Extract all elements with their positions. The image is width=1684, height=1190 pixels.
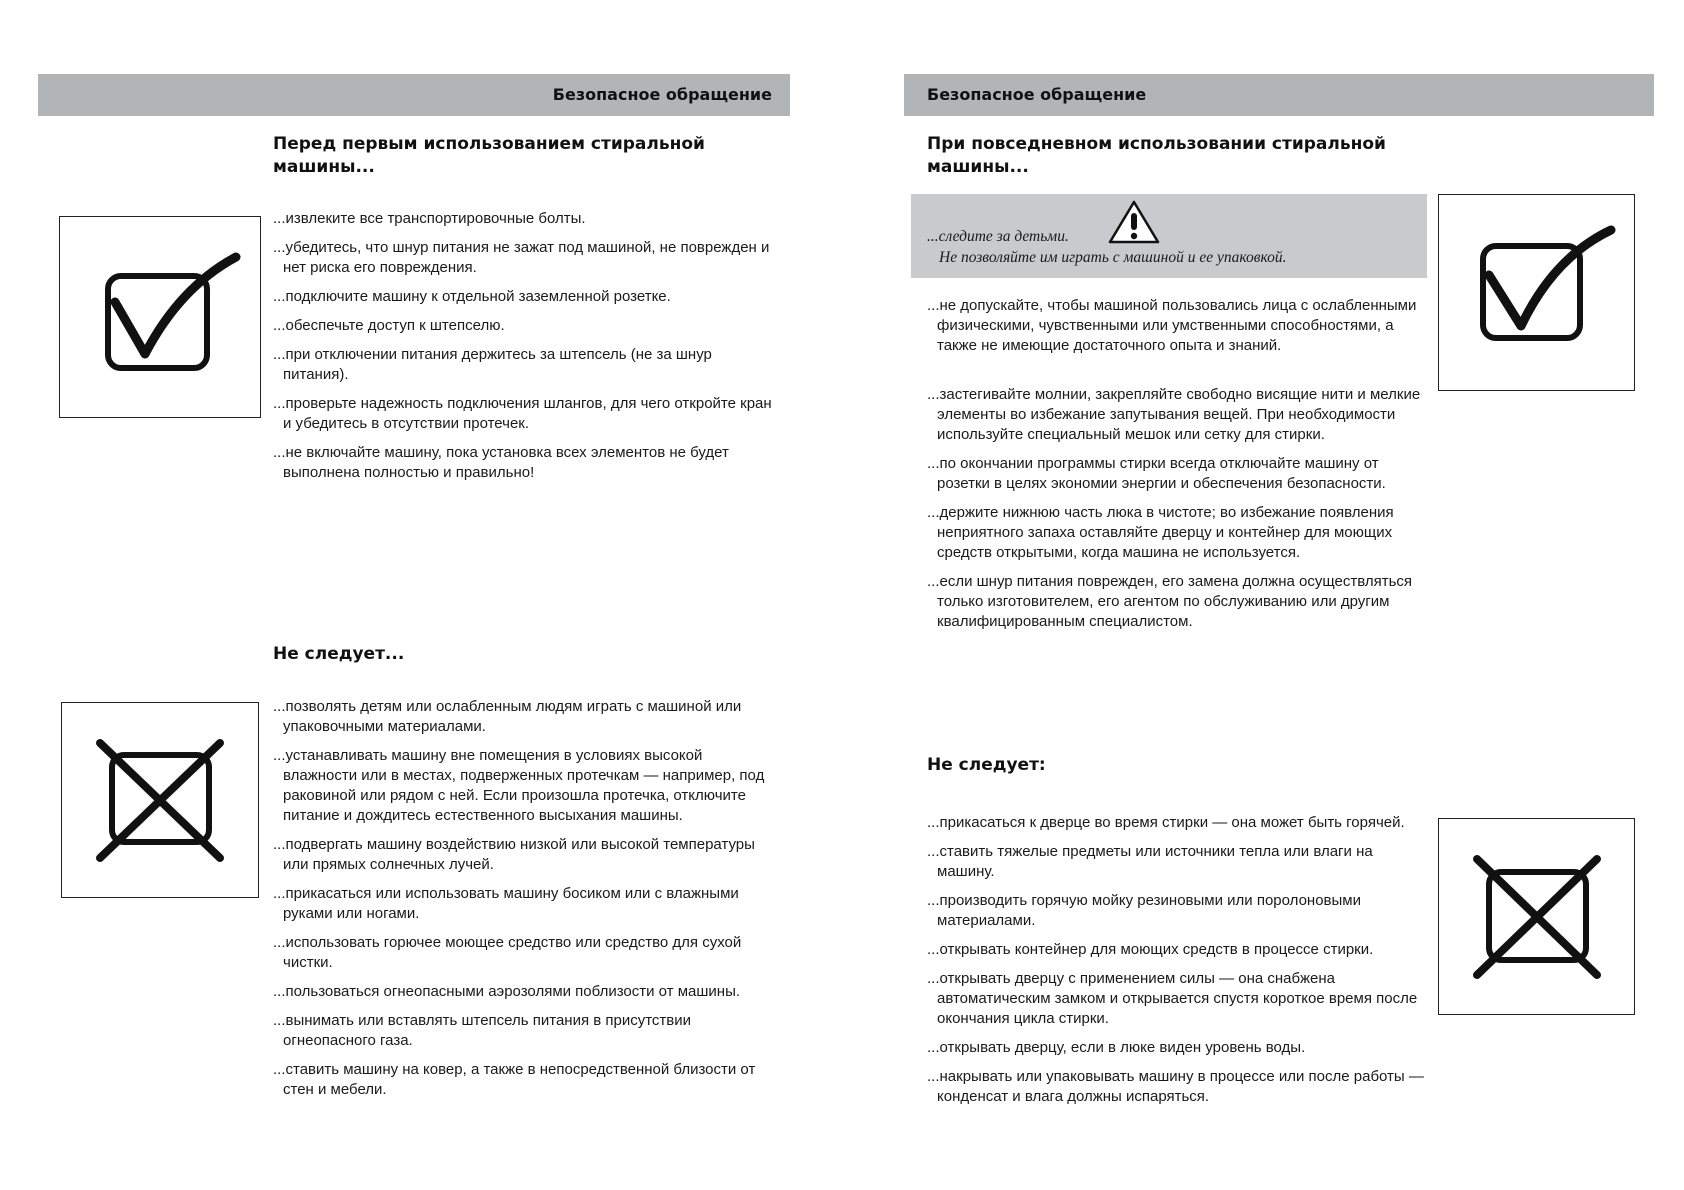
section-header-title: Безопасное обращение	[927, 85, 1147, 104]
do-not-heading: Не следует...	[273, 644, 405, 664]
list-item: ...ставить машину на ковер, а также в непосредственной близости от стен и мебели.	[273, 1061, 756, 1098]
list-item: ...прикасаться или использовать машину босиком или с влажными руками или ногами.	[273, 885, 739, 922]
list-item: ...при отключении питания держитесь за штепсель (не за шнур питания).	[273, 346, 712, 383]
list-item: ...по окончании программы стирки всегда отключайте машину от розетки в целях экономии энергии и обеспечения безопасности.	[927, 455, 1386, 492]
right-page	[842, 0, 1684, 1190]
warning-text	[927, 226, 1287, 268]
list-item: ...ставить тяжелые предметы или источники тепла или влаги на машину.	[927, 843, 1373, 880]
forbidden-box	[1438, 818, 1635, 1015]
list-item: ...застегивайте молнии, закрепляйте свободно висящие нити и мелкие элементы во избежание запутывания вещей. При необходимости используйте специальный мешок или сетку для стирки.	[927, 386, 1421, 443]
allowed-box	[1438, 194, 1635, 391]
allowed-box	[59, 216, 261, 418]
warning-panel	[911, 194, 1427, 278]
list-item: ...подвергать машину воздействию низкой или высокой температуры или прямых солнечных лучей.	[273, 836, 755, 873]
list-item: ...использовать горючее моющее средство или средство для сухой чистки.	[273, 934, 742, 971]
section-header-title: Безопасное обращение	[552, 85, 772, 104]
list-item: ...держите нижнюю часть люка в чистоте; во избежание появления неприятного запаха оставляйте дверцу и контейнер для моющих средств открытыми, когда машина не используется.	[927, 504, 1394, 561]
list-item: ...не допускайте, чтобы машиной пользовались лица с ослабленными физическими, чувственными или умственными способностями, а также не имеющие достаточного опыта и знаний.	[927, 297, 1417, 354]
do-not-list	[273, 697, 773, 1109]
list-item: ...если шнур питания поврежден, его замена должна осуществляться только изготовителем, его агентом по обслуживанию или другим квалифицированным специалистом.	[927, 573, 1413, 630]
cross-icon	[62, 703, 258, 897]
forbidden-box	[61, 702, 259, 898]
list-item: ...не включайте машину, пока установка всех элементов не будет выполнена полностью и правильно!	[273, 444, 729, 481]
list-item: ...прикасаться к дверце во время стирки — она может быть горячей.	[927, 814, 1405, 831]
list-item: ...убедитесь, что шнур питания не зажат под машиной, не поврежден и нет риска его повреждения.	[273, 239, 770, 276]
list-item: ...открывать дверцу с применением силы — она снабжена автоматическим замком и открывается спустя короткое время после окончания цикла стирки.	[927, 970, 1418, 1027]
cross-icon	[1439, 819, 1634, 1014]
daily-use-list	[927, 296, 1427, 641]
check-icon	[60, 217, 260, 417]
warning-line-1: ...следите за детьми.	[927, 228, 1069, 245]
list-item: ...открывать контейнер для моющих средств в процессе стирки.	[927, 941, 1374, 958]
list-item: ...производить горячую мойку резиновыми или поролоновыми материалами.	[927, 892, 1361, 929]
list-item: ...открывать дверцу, если в люке виден уровень воды.	[927, 1039, 1306, 1056]
daily-use-heading: При повседневном использовании стиральной машины...	[927, 134, 1386, 177]
list-item: ...подключите машину к отдельной заземленной розетке.	[273, 288, 671, 305]
list-item: ...вынимать или вставлять штепсель питания в присутствии огнеопасного газа.	[273, 1012, 692, 1049]
before-first-use-heading: Перед первым использованием стиральной машины...	[273, 134, 705, 177]
section-header-bar	[904, 74, 1654, 116]
list-item: ...накрывать или упаковывать машину в процессе или после работы — конденсат и влага должны испаряться.	[927, 1068, 1424, 1105]
list-item: ...устанавливать машину вне помещения в условиях высокой влажности или в местах, подверженных протечкам — например, под раковиной или рядом с ней. Если произошла протечка, отключите питание и дождитесь естественного высыхания машины.	[273, 747, 765, 824]
list-item: ...проверьте надежность подключения шлангов, для чего откройте кран и убедитесь в отсутствии протечек.	[273, 395, 772, 432]
warning-line-2: Не позволяйте им играть с машиной и ее упаковкой.	[939, 249, 1287, 266]
do-not-list	[927, 813, 1427, 1116]
do-not-heading: Не следует:	[927, 755, 1046, 775]
check-icon	[1439, 195, 1634, 390]
list-item: ...пользоваться огнеопасными аэрозолями поблизости от машины.	[273, 983, 741, 1000]
list-item: ...позволять детям или ослабленным людям играть с машиной или упаковочными материалами.	[273, 698, 742, 735]
list-item: ...обеспечьте доступ к штепселю.	[273, 317, 505, 334]
before-first-use-list	[273, 209, 773, 492]
section-header-bar	[38, 74, 790, 116]
list-item: ...извлеките все транспортировочные болты.	[273, 210, 586, 227]
